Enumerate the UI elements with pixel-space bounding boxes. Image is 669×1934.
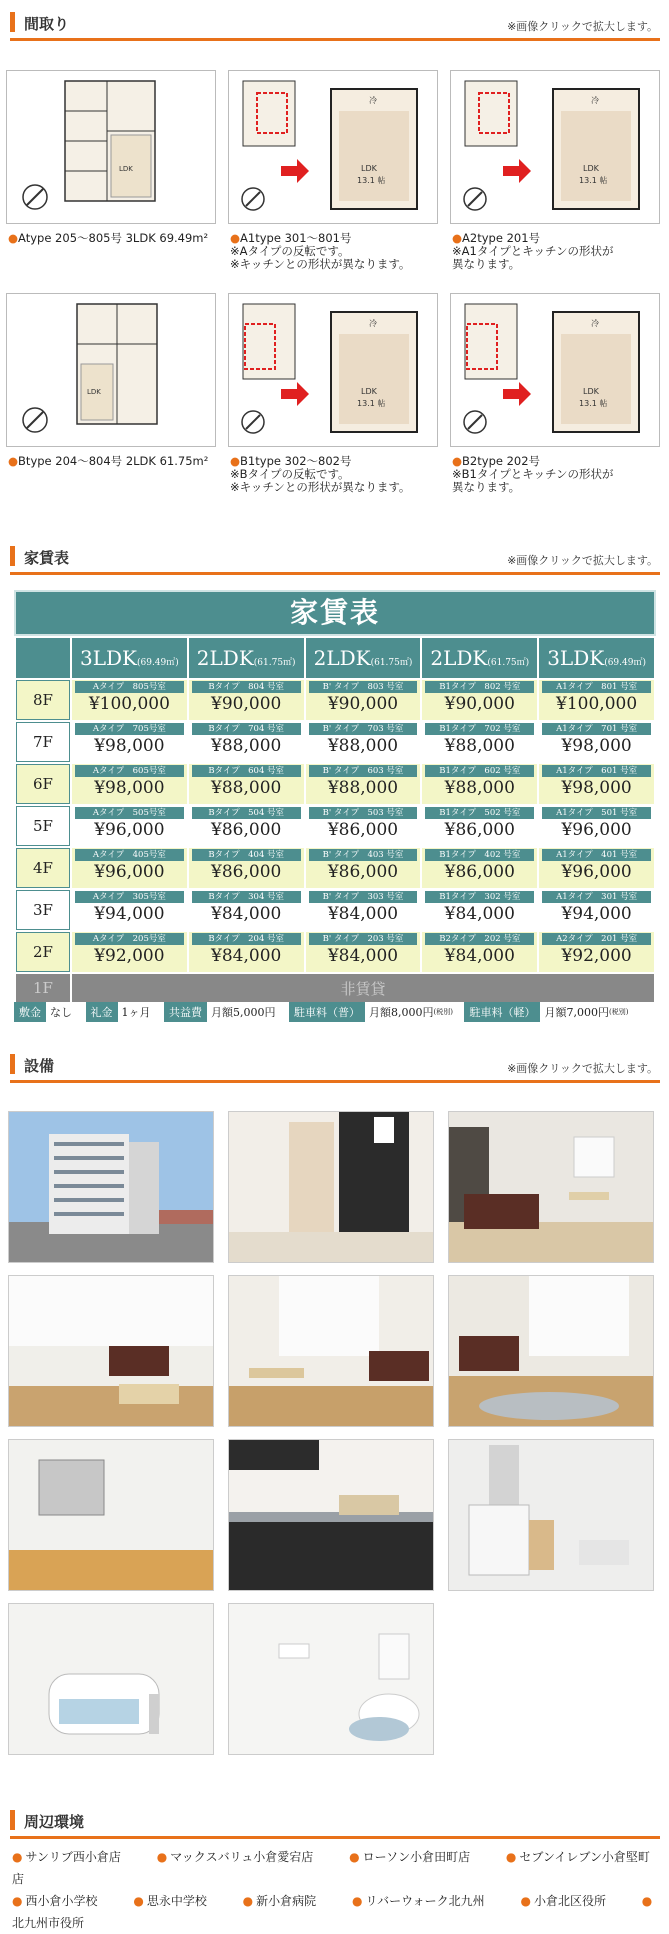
- rent-table: [14, 636, 656, 1004]
- room-label: B' タイプ 403 号室: [309, 849, 418, 861]
- rent-cell: [72, 764, 187, 804]
- rent-price: ¥88,000: [211, 778, 282, 798]
- list-item: ●北九州市役所: [12, 1894, 653, 1930]
- rent-table-image[interactable]: [14, 590, 656, 1004]
- floorplan-image-b2type[interactable]: [450, 293, 660, 447]
- col-header: 3LDK(69.49㎡): [539, 638, 654, 678]
- rent-price: ¥94,000: [561, 904, 632, 924]
- photo-building-exterior[interactable]: [8, 1111, 214, 1263]
- header-accent-bar: [10, 1810, 15, 1830]
- floorplan-header: [10, 8, 660, 41]
- rent-cell: [422, 764, 537, 804]
- fee-value-common: 月額5,000円: [211, 1006, 276, 1019]
- rent-price: ¥98,000: [561, 778, 632, 798]
- room-label: B' タイプ 303 号室: [309, 891, 418, 903]
- floor-label: 6F: [16, 764, 70, 804]
- floorplan-image-b1type[interactable]: [228, 293, 438, 447]
- fee-label-parking-regular: 駐車料（普）: [289, 1002, 365, 1022]
- rent-cell: [72, 848, 187, 888]
- rent-price: ¥84,000: [444, 904, 515, 924]
- rent-cell: [306, 722, 421, 762]
- rent-price: ¥84,000: [211, 904, 282, 924]
- rent-cell: [422, 848, 537, 888]
- rent-price: ¥98,000: [561, 736, 632, 756]
- rent-cell: [189, 764, 304, 804]
- room-label: B' タイプ 803 号室: [309, 681, 418, 693]
- room-label: Aタイプ 705号室: [75, 723, 184, 735]
- room-label: B1タイプ 302 号室: [425, 891, 534, 903]
- list-item: ● 小倉北区役所: [520, 1894, 606, 1908]
- room-label: Bタイプ 404 号室: [192, 849, 301, 861]
- photo-living-room-4[interactable]: [448, 1275, 654, 1427]
- rent-price: ¥84,000: [211, 946, 282, 966]
- table-row: [16, 932, 654, 972]
- room-label: B1タイプ 602 号室: [425, 765, 534, 777]
- photo-bedroom[interactable]: [8, 1439, 214, 1591]
- rent-price: ¥88,000: [444, 778, 515, 798]
- header-accent-bar: [10, 546, 15, 566]
- rent-price: ¥86,000: [327, 862, 399, 882]
- rent-price: ¥96,000: [561, 820, 632, 840]
- table-row: [16, 764, 654, 804]
- list-item: ● 新小倉病院: [242, 1894, 317, 1908]
- room-label: A1タイプ 701 号室: [542, 723, 651, 735]
- rent-note: ※画像クリックで拡大します。: [507, 554, 658, 567]
- plan-size-label: 13.1 帖: [579, 399, 608, 408]
- room-label: B' タイプ 203 号室: [309, 933, 418, 945]
- plan-size-label: 13.1 帖: [357, 176, 386, 185]
- rent-header: [10, 542, 660, 575]
- list-item: ● サンリブ西小倉店: [12, 1850, 121, 1864]
- floor-label: 4F: [16, 848, 70, 888]
- environment-header: [10, 1806, 660, 1839]
- fee-value-key-money: 1ヶ月: [121, 1006, 151, 1019]
- rent-price: ¥96,000: [561, 862, 632, 882]
- rent-price: ¥88,000: [444, 736, 515, 756]
- rent-cell: [189, 932, 304, 972]
- floor-label: 7F: [16, 722, 70, 762]
- rent-price: ¥90,000: [327, 694, 399, 714]
- floorplan-image-a1type[interactable]: [228, 70, 438, 224]
- floor-label: 2F: [16, 932, 70, 972]
- floor-label: 1F: [16, 974, 70, 1002]
- rent-cell: [539, 848, 654, 888]
- list-item: ● 思永中学校: [133, 1894, 207, 1908]
- rent-price: ¥92,000: [94, 946, 165, 966]
- rent-cell: [189, 680, 304, 720]
- rent-cell: [189, 806, 304, 846]
- col-header: 2LDK(61.75㎡): [306, 638, 421, 678]
- rent-price: ¥100,000: [556, 694, 638, 714]
- fee-label-common: 共益費: [164, 1002, 207, 1022]
- rent-cell: [539, 722, 654, 762]
- plan-caption-btype: ●Btype 204～804号 2LDK 61.75m²: [8, 454, 209, 468]
- header-accent-bar: [10, 1054, 15, 1074]
- rent-cell: [306, 764, 421, 804]
- floor-label: 5F: [16, 806, 70, 846]
- plan-ldk-label: LDK: [583, 164, 599, 173]
- facilities-title: 設備: [24, 1057, 55, 1075]
- environment-row-2: [12, 1890, 662, 1934]
- floorplan-image-btype[interactable]: [6, 293, 216, 447]
- rent-price: ¥96,000: [94, 862, 165, 882]
- fee-label-deposit: 敷金: [14, 1002, 46, 1022]
- plan-ldk-label: LDK: [583, 387, 599, 396]
- room-label: A1タイプ 301 号室: [542, 891, 651, 903]
- plan-fridge-label: 冷: [591, 96, 599, 105]
- rent-price: ¥90,000: [444, 694, 515, 714]
- rent-cell: [306, 680, 421, 720]
- fee-note-parking-light: (税別): [608, 1008, 629, 1016]
- floor-label: 8F: [16, 680, 70, 720]
- col-header: 3LDK(69.49㎡): [72, 638, 187, 678]
- rent-table-header-row: [16, 638, 654, 678]
- fee-value-deposit: なし: [50, 1006, 72, 1019]
- rent-cell: [72, 680, 187, 720]
- floorplan-image-a2type[interactable]: [450, 70, 660, 224]
- room-label: A2タイプ 201 号室: [542, 933, 651, 945]
- table-row: [16, 848, 654, 888]
- plan-ldk-label: LDK: [361, 164, 377, 173]
- rent-cell: [72, 932, 187, 972]
- rent-cell: [189, 848, 304, 888]
- room-label: Aタイプ 805号室: [75, 681, 184, 693]
- rent-cell: [539, 806, 654, 846]
- room-label: B' タイプ 703 号室: [309, 723, 418, 735]
- rent-price: ¥86,000: [444, 820, 515, 840]
- list-item: ● ローソン小倉田町店: [349, 1850, 471, 1864]
- fee-bar: [14, 1002, 664, 1022]
- room-label: Bタイプ 804 号室: [192, 681, 301, 693]
- rent-cell: [539, 764, 654, 804]
- room-label: Aタイプ 605号室: [75, 765, 184, 777]
- rent-cell: [306, 932, 421, 972]
- rent-cell: [189, 890, 304, 930]
- rent-price: ¥84,000: [327, 946, 399, 966]
- rent-price: ¥88,000: [327, 778, 399, 798]
- rent-table-title: 家賃表: [14, 590, 656, 636]
- room-label: B2タイプ 202 号室: [425, 933, 534, 945]
- table-row: [16, 890, 654, 930]
- rent-cell: [72, 890, 187, 930]
- rent-cell: [306, 848, 421, 888]
- room-label: A1タイプ 601 号室: [542, 765, 651, 777]
- facilities-note: ※画像クリックで拡大します。: [507, 1062, 658, 1075]
- not-for-rent-label: 非賃貸: [72, 974, 654, 1002]
- rent-cell: [422, 722, 537, 762]
- plan-caption-atype: ●Atype 205～805号 3LDK 69.49m²: [8, 231, 209, 245]
- fee-label-key-money: 礼金: [86, 1002, 118, 1022]
- table-row-1f: [16, 974, 654, 1002]
- floorplan-image-atype[interactable]: [6, 70, 216, 224]
- rent-price: ¥84,000: [444, 946, 515, 966]
- rent-price: ¥94,000: [94, 904, 165, 924]
- plan-fridge-label: 冷: [369, 96, 377, 105]
- environment-title: 周辺環境: [24, 1813, 85, 1831]
- rent-cell: [306, 806, 421, 846]
- rent-price: ¥84,000: [327, 904, 399, 924]
- list-item: ● マックスバリュ小倉愛宕店: [156, 1850, 314, 1864]
- room-label: Aタイプ 405号室: [75, 849, 184, 861]
- room-label: B1タイプ 402 号室: [425, 849, 534, 861]
- rent-cell: [306, 890, 421, 930]
- list-item: ● セブンイレブン小倉堅町店: [12, 1850, 650, 1886]
- rent-price: ¥86,000: [327, 820, 399, 840]
- plan-ldk-label: LDK: [119, 165, 133, 173]
- room-label: Aタイプ 505号室: [75, 807, 184, 819]
- rent-cell: [422, 680, 537, 720]
- floorplan-title: 間取り: [24, 15, 70, 33]
- rent-cell: [422, 932, 537, 972]
- room-label: B1タイプ 702 号室: [425, 723, 534, 735]
- table-row: [16, 806, 654, 846]
- rent-cell: [539, 932, 654, 972]
- room-label: Bタイプ 704 号室: [192, 723, 301, 735]
- room-label: Bタイプ 504 号室: [192, 807, 301, 819]
- rent-price: ¥96,000: [94, 820, 165, 840]
- plan-size-label: 13.1 帖: [357, 399, 386, 408]
- list-item: ● 西小倉小学校: [12, 1894, 98, 1908]
- rent-price: ¥88,000: [327, 736, 399, 756]
- col-header: 2LDK(61.75㎡): [189, 638, 304, 678]
- rent-price: ¥86,000: [211, 862, 282, 882]
- room-label: A1タイプ 401 号室: [542, 849, 651, 861]
- room-label: B' タイプ 603 号室: [309, 765, 418, 777]
- photo-living-room-3[interactable]: [228, 1275, 434, 1427]
- list-item: ● リバーウォーク北九州: [351, 1894, 485, 1908]
- rent-price: ¥98,000: [94, 736, 165, 756]
- rent-price: ¥86,000: [444, 862, 515, 882]
- room-label: Aタイプ 205号室: [75, 933, 184, 945]
- rent-price: ¥88,000: [211, 736, 282, 756]
- rent-cell: [539, 680, 654, 720]
- plan-caption-b2type: ●B2type 202号 ※B1タイプとキッチンの形状が 異なります。: [452, 454, 614, 494]
- photo-living-room-1[interactable]: [448, 1111, 654, 1263]
- photo-entrance[interactable]: [228, 1111, 434, 1263]
- plan-fridge-label: 冷: [591, 319, 599, 328]
- fee-value-parking-regular: 月額8,000円: [369, 1006, 434, 1019]
- room-label: Aタイプ 305号室: [75, 891, 184, 903]
- environment-list: [12, 1846, 662, 1934]
- room-label: Bタイプ 604 号室: [192, 765, 301, 777]
- col-header: 2LDK(61.75㎡): [422, 638, 537, 678]
- rent-cell: [72, 722, 187, 762]
- room-label: B1タイプ 502 号室: [425, 807, 534, 819]
- environment-row-1: [12, 1846, 662, 1890]
- room-label: B1タイプ 802 号室: [425, 681, 534, 693]
- rent-cell: [539, 890, 654, 930]
- rent-cell: [422, 890, 537, 930]
- fee-value-parking-light: 月額7,000円: [544, 1006, 609, 1019]
- plan-size-label: 13.1 帖: [579, 176, 608, 185]
- photo-kitchen[interactable]: [228, 1439, 434, 1591]
- rent-price: ¥98,000: [94, 778, 165, 798]
- room-label: Bタイプ 304 号室: [192, 891, 301, 903]
- plan-fridge-label: 冷: [369, 319, 377, 328]
- rent-price: ¥100,000: [88, 694, 170, 714]
- plan-ldk-label: LDK: [87, 388, 101, 396]
- plan-caption-a1type: ●A1type 301～801号 ※Aタイプの反転です。 ※キッチンとの形状が異なります。: [230, 231, 411, 271]
- plan-caption-b1type: ●B1type 302～802号 ※Bタイプの反転です。 ※キッチンとの形状が異なります。: [230, 454, 411, 494]
- header-accent-bar: [10, 12, 15, 32]
- plan-ldk-label: LDK: [361, 387, 377, 396]
- floor-label: 3F: [16, 890, 70, 930]
- fee-label-parking-light: 駐車料（軽）: [464, 1002, 540, 1022]
- fee-note-parking-regular: (税別): [433, 1008, 453, 1016]
- room-label: B' タイプ 503 号室: [309, 807, 418, 819]
- photo-living-room-2[interactable]: [8, 1275, 214, 1427]
- rent-price: ¥92,000: [561, 946, 632, 966]
- rent-cell: [189, 722, 304, 762]
- room-label: A1タイプ 801 号室: [542, 681, 651, 693]
- rent-price: ¥90,000: [211, 694, 282, 714]
- table-row: [16, 680, 654, 720]
- rent-section-title: 家賃表: [24, 549, 70, 567]
- room-label: Bタイプ 204 号室: [192, 933, 301, 945]
- rent-table-corner: [16, 638, 70, 678]
- rent-cell: [72, 806, 187, 846]
- photo-washroom[interactable]: [448, 1439, 654, 1591]
- plan-caption-a2type: ●A2type 201号 ※A1タイプとキッチンの形状が 異なります。: [452, 231, 614, 271]
- rent-price: ¥86,000: [211, 820, 282, 840]
- photo-toilet[interactable]: [228, 1603, 434, 1755]
- photo-bathroom[interactable]: [8, 1603, 214, 1755]
- floorplan-note: ※画像クリックで拡大します。: [507, 20, 658, 33]
- room-label: A1タイプ 501 号室: [542, 807, 651, 819]
- table-row: [16, 722, 654, 762]
- rent-cell: [422, 806, 537, 846]
- facilities-header: [10, 1050, 660, 1083]
